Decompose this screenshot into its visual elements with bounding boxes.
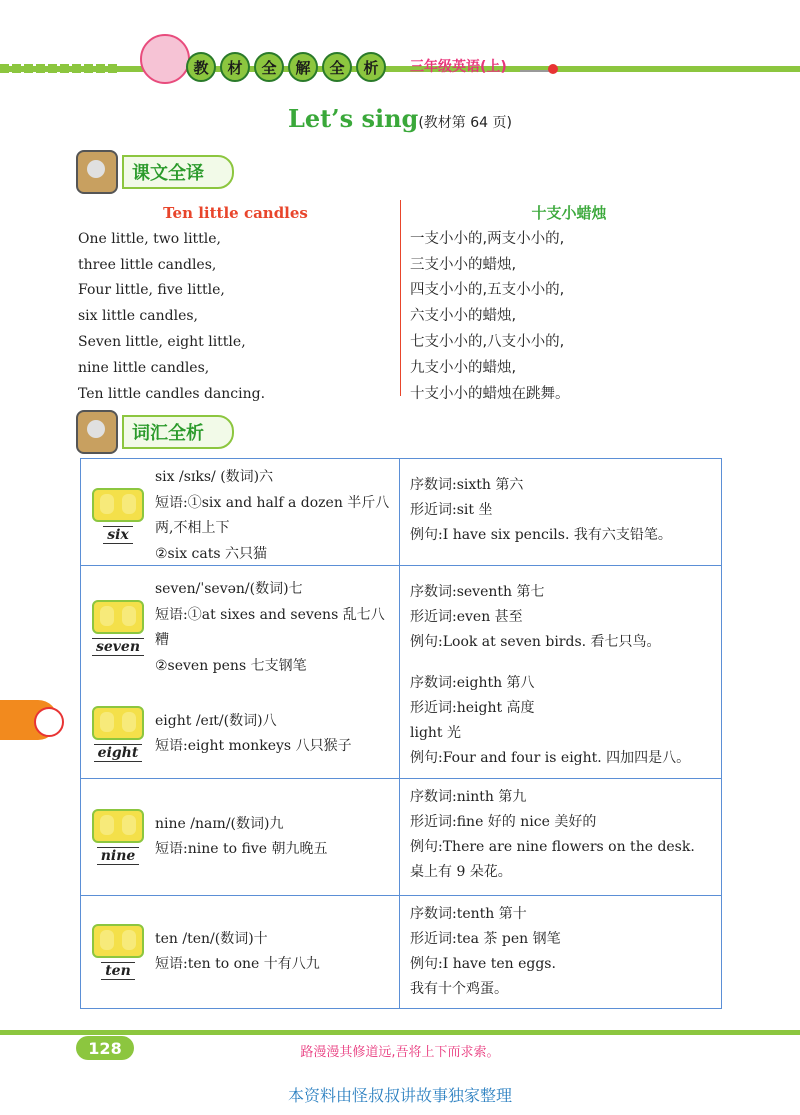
- entry-line: six /sɪks/ (数词)六: [155, 469, 274, 485]
- lyrics-title-en: Ten little candles: [163, 204, 308, 222]
- vocab-notes: [400, 896, 721, 1008]
- hand-number-icon: [92, 488, 144, 522]
- vocab-row: [81, 459, 721, 566]
- section-label: 课文全译: [122, 155, 234, 189]
- note-line: 形近词:even 甚至: [410, 609, 523, 625]
- note-line: 形近词:height 高度: [410, 700, 535, 716]
- lyric-line: 一支小小的,两支小小的,: [410, 230, 565, 247]
- footer-bar: [0, 1030, 800, 1035]
- note-line: 例句:Four and four is eight. 四加四是八。: [410, 750, 691, 766]
- lyric-line: 十支小小的蜡烛在跳舞。: [410, 385, 570, 402]
- mascot-face-icon: [34, 707, 64, 737]
- note-line: 例句:There are nine flowers on the desk.: [410, 839, 695, 855]
- note-line: 桌上有 9 朵花。: [410, 864, 512, 880]
- lyric-line: 三支小小的蜡烛,: [410, 256, 517, 273]
- section-label: 词汇全析: [122, 415, 234, 449]
- vocab-entry: [81, 896, 399, 1008]
- divider: [520, 70, 550, 72]
- vocab-entry: [81, 779, 399, 895]
- lyrics-title-cn: 十支小蜡烛: [531, 204, 607, 222]
- note-line: 形近词:sit 坐: [410, 502, 493, 518]
- lyrics-chinese: [410, 201, 720, 407]
- lyric-line: Seven little, eight little,: [78, 333, 246, 350]
- lyrics-divider: [400, 200, 401, 396]
- note-line: 形近词:tea 茶 pen 钢笔: [410, 931, 561, 947]
- section-badge-vocabulary: [76, 410, 234, 454]
- entry-line: eight /eɪt/(数词)八: [155, 712, 277, 729]
- vocab-row: [81, 779, 721, 896]
- title-en: Let’s sing: [288, 104, 419, 133]
- title-char: 全: [322, 52, 352, 82]
- vocab-word: nine: [97, 847, 140, 865]
- lyric-line: 四支小小的,五支小小的,: [410, 282, 565, 299]
- vocab-word: six: [103, 526, 133, 544]
- entry-line: ten /ten/(数词)十: [155, 930, 268, 947]
- entry-line: seven/ˈsevən/(数词)七: [155, 581, 303, 597]
- title-char: 解: [288, 52, 318, 82]
- entry-line: 短语:①six and half a dozen 半斤八两,不相上下: [155, 494, 390, 536]
- lyric-line: 七支小小的,八支小小的,: [410, 333, 565, 350]
- lyric-line: 六支小小的蜡烛,: [410, 308, 517, 325]
- note-line: 例句:I have ten eggs.: [410, 956, 556, 972]
- title-ref: (教材第 64 页): [418, 115, 512, 131]
- hand-number-icon: [92, 600, 144, 634]
- vocab-word: eight: [94, 744, 143, 762]
- title-char: 全: [254, 52, 284, 82]
- note-line: 形近词:fine 好的 nice 美好的: [410, 814, 597, 830]
- entry-line: nine /naɪn/(数词)九: [155, 815, 284, 832]
- pin-icon: [548, 64, 558, 74]
- vocab-row: [81, 566, 721, 779]
- series-title: [186, 52, 386, 82]
- vocab-notes: [400, 566, 721, 778]
- entry-line: ②seven pens 七支钢笔: [155, 657, 307, 674]
- vocab-entry: [81, 459, 399, 573]
- hand-number-icon: [92, 924, 144, 958]
- note-line: 序数词:eighth 第八: [410, 675, 535, 691]
- note-line: 例句:I have six pencils. 我有六支铅笔。: [410, 527, 672, 543]
- lyric-line: Ten little candles dancing.: [78, 385, 266, 402]
- note-line: 我有十个鸡蛋。: [410, 981, 508, 997]
- footer-quote: 路漫漫其修道远,吾将上下而求索。: [300, 1045, 500, 1060]
- note-line: 序数词:seventh 第七: [410, 584, 545, 600]
- entry-line: 短语:eight monkeys 八只猴子: [155, 738, 352, 754]
- page-number: 128: [76, 1036, 134, 1060]
- entry-line: ②six cats 六只猫: [155, 545, 268, 562]
- grade-subtitle: 三年级英语(上): [410, 59, 507, 75]
- title-char: 析: [356, 52, 386, 82]
- source-note: 本资料由怪叔叔讲故事独家整理: [287, 1086, 512, 1105]
- hand-number-icon: [92, 706, 144, 740]
- note-line: 序数词:tenth 第十: [410, 906, 527, 922]
- section-badge-translation: [76, 150, 234, 194]
- mascot-girl-icon: [140, 34, 190, 84]
- lyric-line: six little candles,: [78, 308, 198, 325]
- header-bar: [0, 66, 800, 72]
- note-line: 序数词:sixth 第六: [410, 477, 524, 493]
- vocab-entry: [81, 690, 399, 778]
- vocab-word: ten: [101, 962, 135, 980]
- vocab-entry: [81, 566, 399, 690]
- robot-icon: [76, 150, 118, 194]
- entry-line: 短语:nine to five 朝九晚五: [155, 841, 328, 857]
- lyric-line: One little, two little,: [78, 230, 222, 247]
- vocab-table: [80, 458, 722, 1009]
- vocab-word: seven: [92, 638, 144, 656]
- lyric-line: 九支小小的蜡烛,: [410, 359, 517, 376]
- note-line: light 光: [410, 725, 462, 741]
- entry-line: 短语:ten to one 十有八九: [155, 956, 320, 972]
- lyric-line: nine little candles,: [78, 359, 210, 376]
- lyrics-english: [78, 201, 393, 407]
- vocab-notes: [400, 459, 721, 565]
- robot-icon: [76, 410, 118, 454]
- title-char: 教: [186, 52, 216, 82]
- entry-line: 短语:①at sixes and sevens 乱七八糟: [155, 606, 385, 648]
- title-char: 材: [220, 52, 250, 82]
- lyric-line: three little candles,: [78, 256, 217, 273]
- hand-number-icon: [92, 809, 144, 843]
- note-line: 序数词:ninth 第九: [410, 789, 527, 805]
- vocab-row: [81, 896, 721, 1008]
- note-line: 例句:Look at seven birds. 看七只鸟。: [410, 634, 661, 650]
- lyric-line: Four little, five little,: [78, 282, 225, 299]
- page-title: [0, 104, 800, 133]
- vocab-notes: [400, 779, 721, 895]
